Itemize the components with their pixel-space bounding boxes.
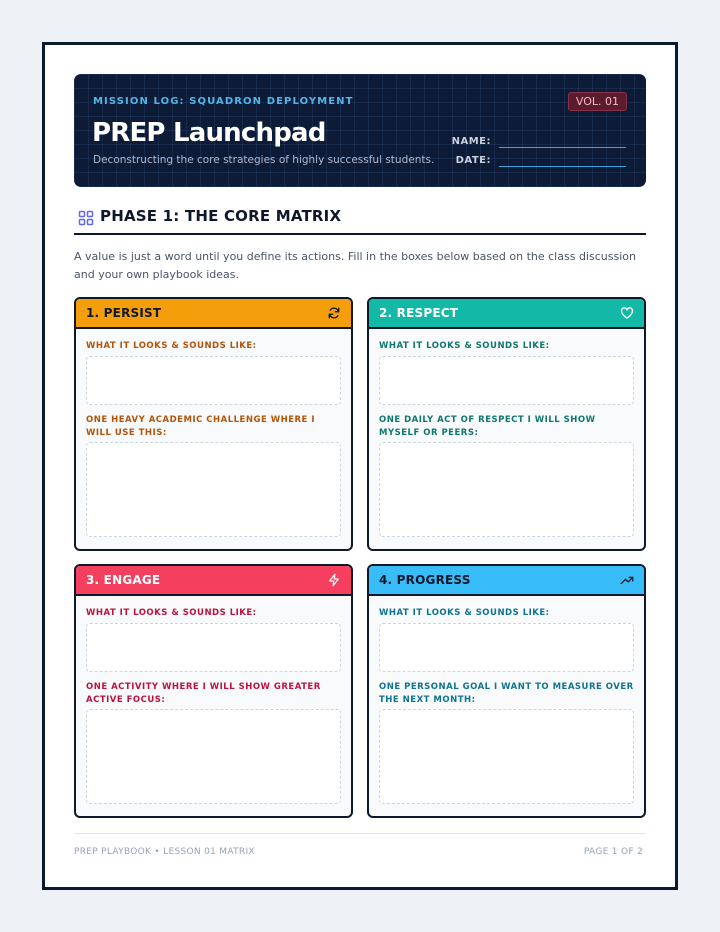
card-header xyxy=(76,299,351,329)
section-divider xyxy=(74,233,646,235)
worksheet-page xyxy=(42,42,678,890)
prompt-application: ONE DAILY ACT OF RESPECT I WILL SHOW MYSELF OR PEERS: xyxy=(379,415,596,438)
name-label: NAME: xyxy=(451,136,491,147)
card-title: 1. PERSIST xyxy=(86,306,162,320)
answer-box-application[interactable] xyxy=(86,709,341,804)
card-header xyxy=(369,299,644,329)
footer-page-number: PAGE 1 OF 2 xyxy=(583,847,643,857)
date-field[interactable] xyxy=(499,166,626,167)
header-banner xyxy=(74,74,646,187)
prompt-looks-sounds: WHAT IT LOOKS & SOUNDS LIKE: xyxy=(379,608,550,618)
answer-box-application[interactable] xyxy=(379,442,634,537)
section-title: PHASE 1: THE CORE MATRIX xyxy=(100,207,342,225)
card-title: 2. RESPECT xyxy=(379,306,459,320)
card-title: 3. ENGAGE xyxy=(86,573,161,587)
page-subtitle: Deconstructing the core strategies of highly successful students. xyxy=(93,154,435,166)
card-persist xyxy=(74,297,353,551)
card-header xyxy=(76,566,351,596)
name-field[interactable] xyxy=(499,147,626,148)
card-progress xyxy=(367,564,646,818)
section-intro: A value is just a word until you define its actions. Fill in the boxes below based on the class discussion and your own playbook ideas. xyxy=(74,250,636,281)
footer-divider xyxy=(74,833,646,834)
card-engage xyxy=(74,564,353,818)
heart-icon xyxy=(620,306,634,320)
prompt-looks-sounds: WHAT IT LOOKS & SOUNDS LIKE: xyxy=(86,608,257,618)
prompt-application: ONE PERSONAL GOAL I WANT TO MEASURE OVER THE NEXT MONTH: xyxy=(379,682,634,705)
prompt-application: ONE HEAVY ACADEMIC CHALLENGE WHERE I WILL USE THIS: xyxy=(86,415,315,438)
volume-badge: VOL. 01 xyxy=(568,92,627,111)
answer-box-application[interactable] xyxy=(379,709,634,804)
trending-up-icon xyxy=(620,573,634,587)
prompt-application: ONE ACTIVITY WHERE I WILL SHOW GREATER ACTIVE FOCUS: xyxy=(86,682,321,705)
date-label: DATE: xyxy=(455,155,491,166)
answer-box-looks-sounds[interactable] xyxy=(86,623,341,672)
answer-box-application[interactable] xyxy=(86,442,341,537)
mission-kicker: MISSION LOG: SQUADRON DEPLOYMENT xyxy=(93,96,354,107)
page-title: PREP Launchpad xyxy=(92,118,326,148)
lightning-icon xyxy=(327,573,341,587)
card-respect xyxy=(367,297,646,551)
prompt-looks-sounds: WHAT IT LOOKS & SOUNDS LIKE: xyxy=(86,341,257,351)
footer-lesson: PREP PLAYBOOK • LESSON 01 MATRIX xyxy=(74,847,255,857)
prompt-looks-sounds: WHAT IT LOOKS & SOUNDS LIKE: xyxy=(379,341,550,351)
answer-box-looks-sounds[interactable] xyxy=(379,356,634,405)
answer-box-looks-sounds[interactable] xyxy=(86,356,341,405)
card-header xyxy=(369,566,644,596)
grid-icon xyxy=(78,210,94,226)
refresh-icon xyxy=(327,306,341,320)
answer-box-looks-sounds[interactable] xyxy=(379,623,634,672)
card-title: 4. PROGRESS xyxy=(379,573,471,587)
